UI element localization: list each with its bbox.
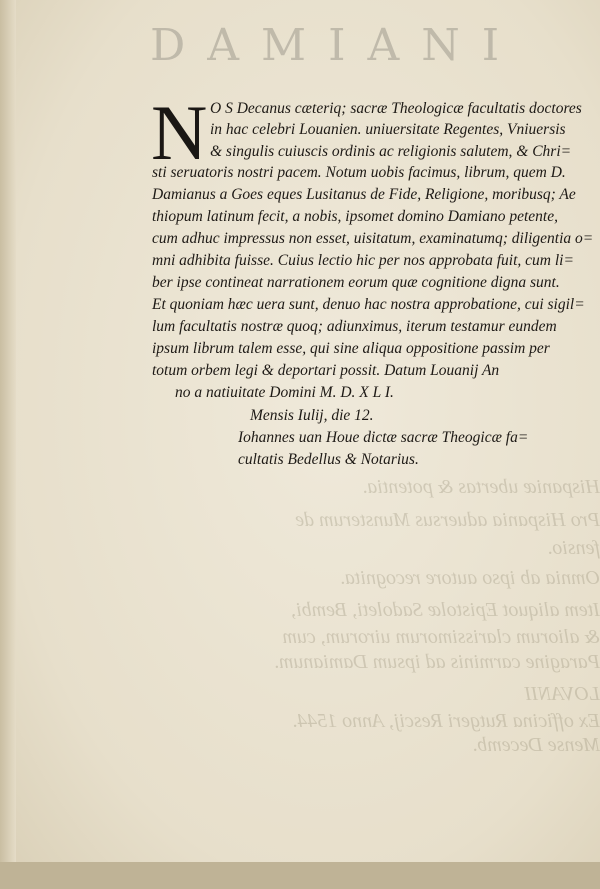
show-through-line: LOVANII (524, 683, 600, 705)
signature-line: Iohannes uan Houe dictæ sacræ Theogicæ fa= (238, 429, 529, 446)
body-line: Et quoniam hæc uera sunt, denuo hac nostra approbatione, cui sigil= (152, 296, 585, 313)
body-line: thiopum latinum fecit, a nobis, ipsomet domino Damiano petente, (152, 208, 558, 225)
show-through-line: Pro Hispania aduersus Munsterum de (295, 509, 600, 531)
drop-cap: N (151, 89, 208, 176)
body-line: lum facultatis nostræ quoq; adiunximus, iterum testamur eundem (152, 318, 557, 335)
show-through-line: Paragine carminis ad ipsum Damianum. (273, 651, 600, 673)
body-line: ber ipse contineat narrationem eorum quæ cognitione digna sunt. (152, 274, 560, 291)
body-line: no a natiuitate Domini M. D. X L I. (175, 384, 394, 401)
body-line: cum adhuc impressus non esset, uisitatum, examinatumq; diligentia o= (152, 230, 594, 247)
show-through-line: Hispaniæ ubertas & potentia. (362, 476, 600, 498)
signature-line: cultatis Bedellus & Notarius. (238, 451, 419, 468)
body-line: O S Decanus cæteriq; sacræ Theologicæ facultatis doctores (210, 100, 582, 117)
body-line: Damianus a Goes eques Lusitanus de Fide, Religione, moribusq; Ae (152, 186, 576, 203)
body-line: mni adhibita fuisse. Cuius lectio hic per nos approbata fuit, cum li= (152, 252, 574, 269)
show-through-line: Omnia ab ipso autore recognita. (339, 567, 600, 589)
show-through-line: Mense Decemb. (472, 734, 600, 756)
show-through-line: & aliorum clarissimorum uirorum, cum (282, 626, 600, 648)
running-head: DAMIANI (150, 20, 522, 71)
page-edge (0, 862, 600, 889)
date-line: Mensis Iulij, die 12. (250, 407, 374, 424)
show-through-line: fensio. (547, 537, 600, 559)
body-line: & singulis cuiuscis ordinis ac religionis salutem, & Chri= (210, 143, 572, 160)
body-line: sti seruatoris nostri pacem. Notum uobis facimus, librum, quem D. (152, 164, 566, 181)
body-line: in hac celebri Louanien. uniuersitate Regentes, Vniuersis (210, 121, 566, 138)
show-through-line: Item aliquot Epistolæ Sadoleti, Bembi, (291, 599, 600, 621)
body-line: ipsum librum talem esse, qui sine aliqua oppositione passim per (152, 340, 550, 357)
page-gutter (0, 0, 16, 889)
body-line: totum orbem legi & deportari possit. Datum Louanij An (152, 362, 500, 379)
show-through-line: Ex officina Rutgeri Rescij, Anno 1544. (292, 710, 600, 732)
